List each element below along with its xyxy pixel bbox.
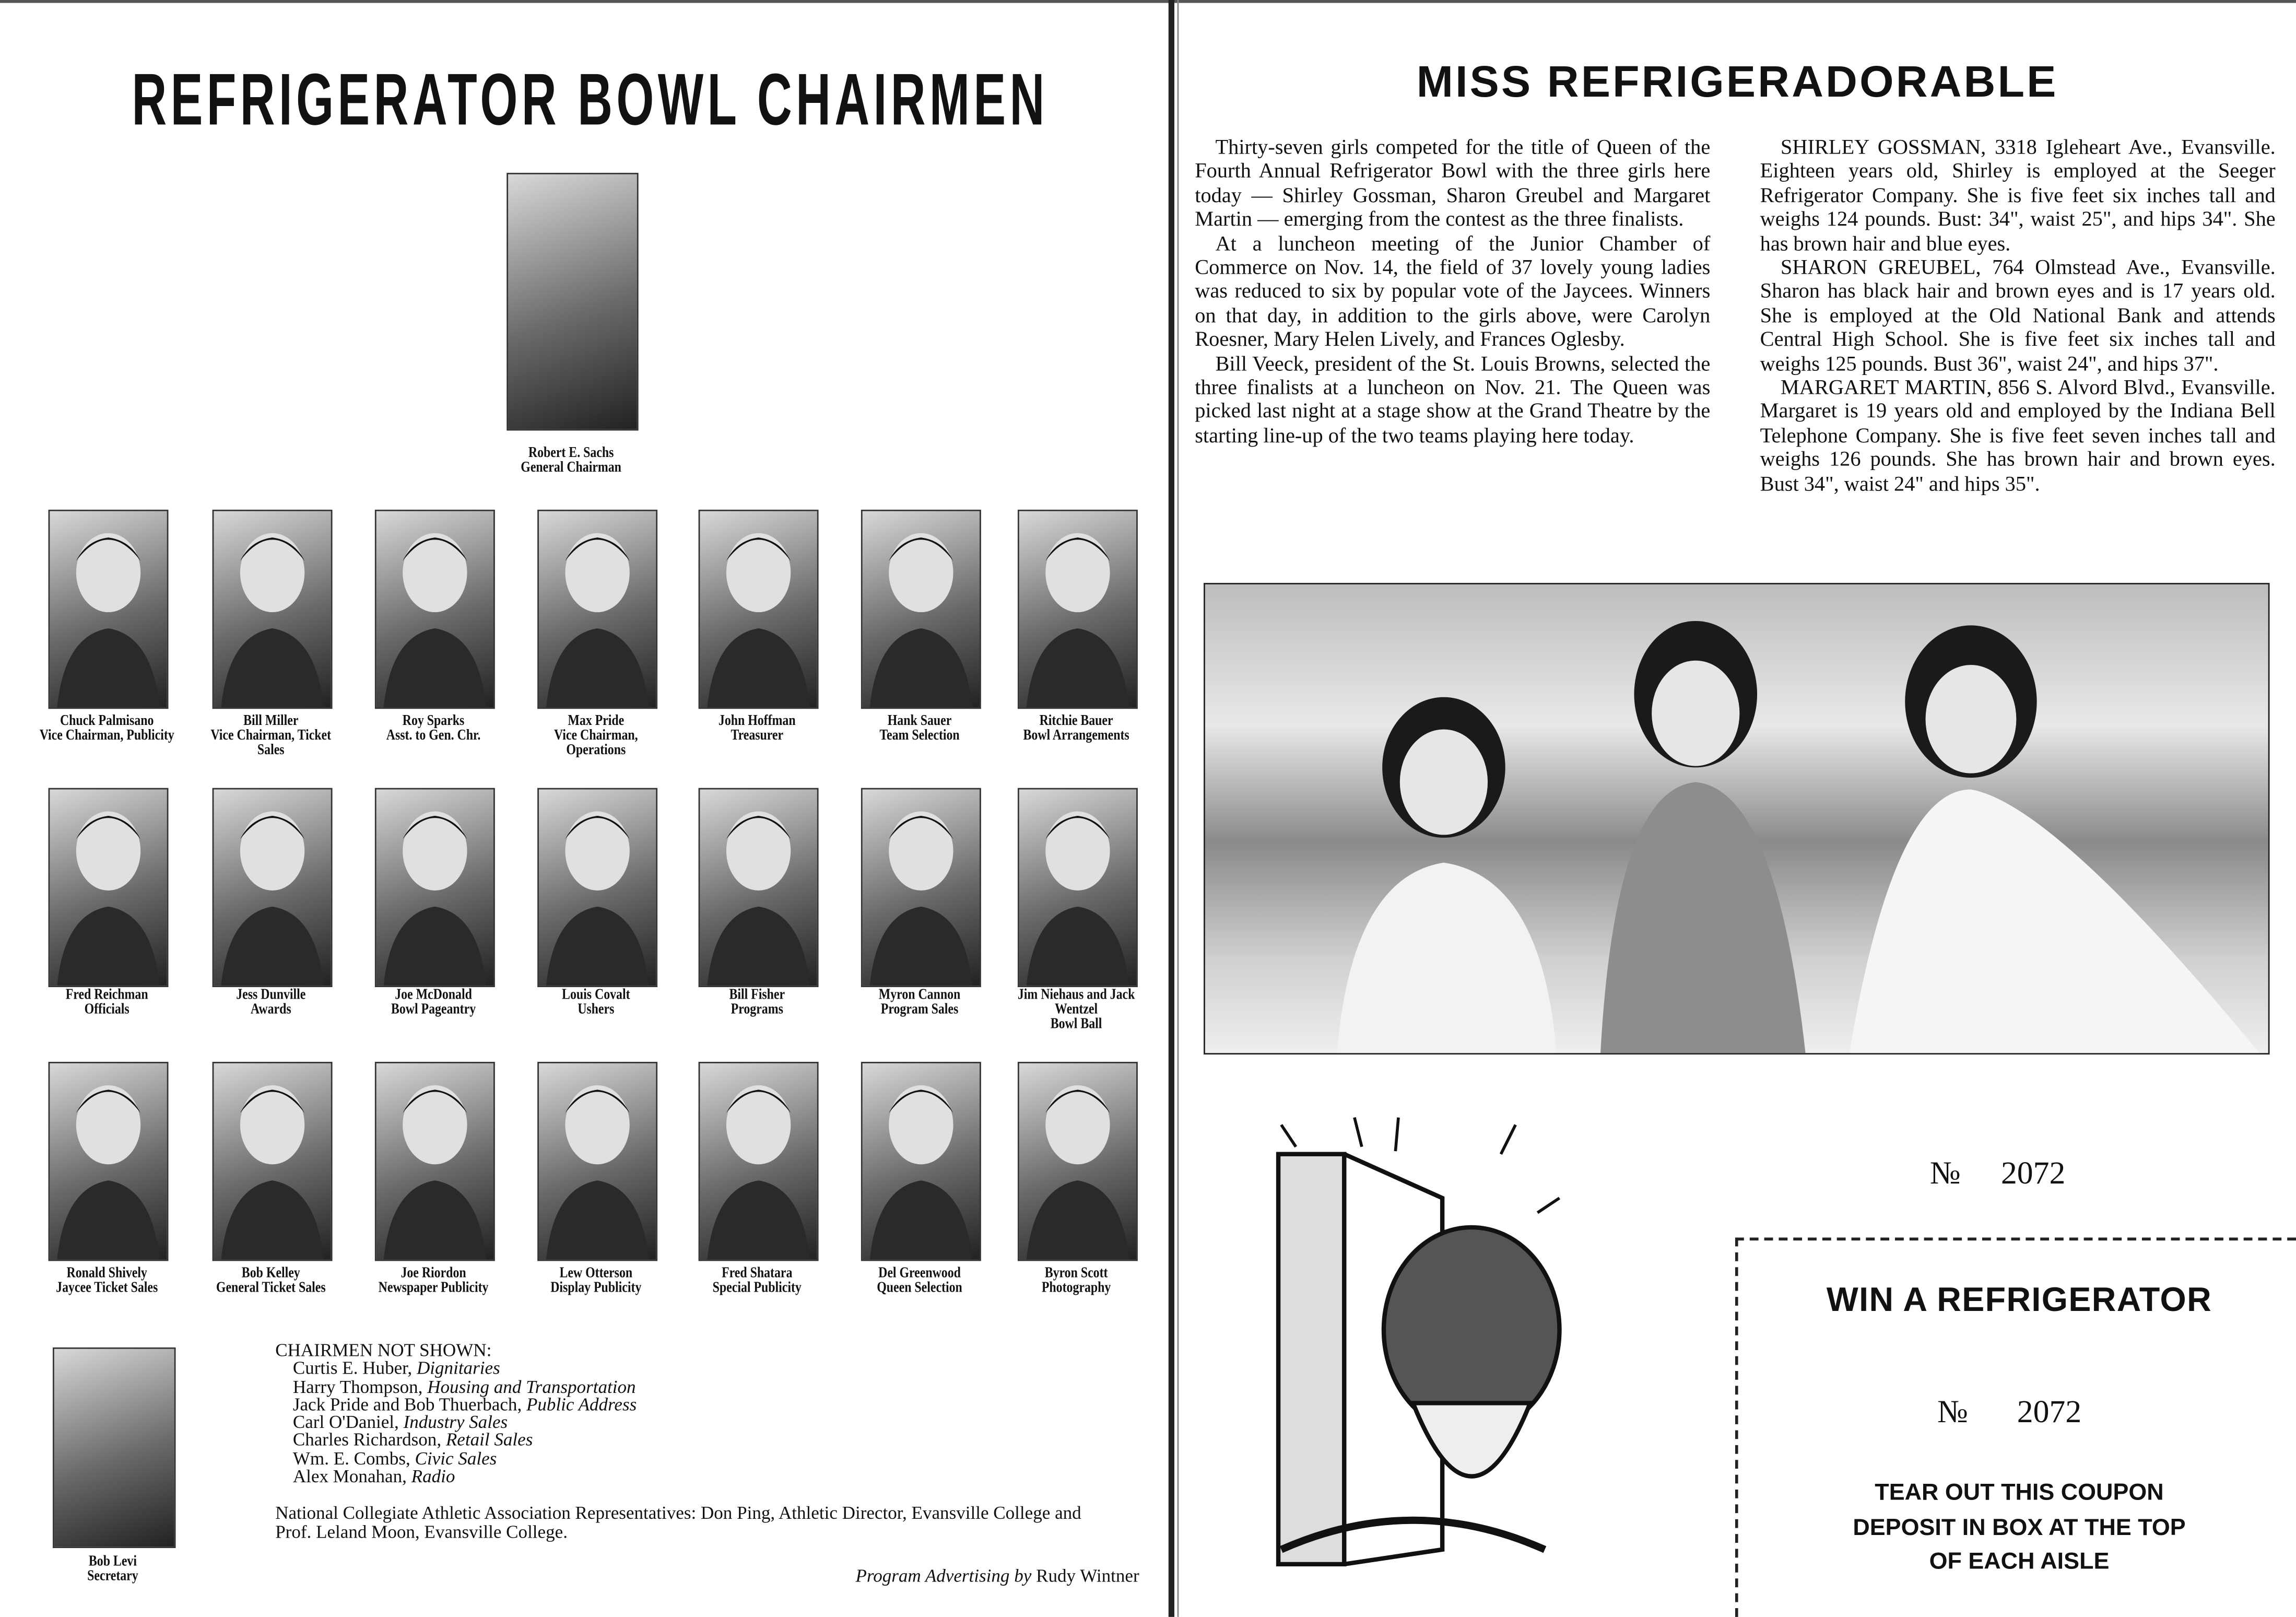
caption-role: Newspaper Publicity (378, 1280, 489, 1296)
chairman-photo (213, 788, 333, 987)
chairman-caption (689, 1267, 826, 1296)
caption-name: Myron Cannon (878, 987, 961, 1003)
secretary-caption (44, 1555, 181, 1585)
chairman-photo (49, 510, 169, 709)
coupon-number (1937, 1393, 2081, 1431)
chairman-caption (527, 714, 664, 758)
right-page-title: MISS REFRIGERADORABLE (1416, 58, 2058, 107)
paragraph: SHIRLEY GOSSMAN, 3318 Igleheart Ave., Evansville. Eighteen years old, Shirley is employed at the Seeger Refrigerator Company. She is five feet six inches tall and weighs 124 pounds. Bust: 34", waist 25", and hips 34". She has brown hair and blue eyes. (1760, 136, 2276, 256)
caption-name: Bob Levi (88, 1554, 137, 1571)
caption-role: Program Sales (880, 1002, 959, 1018)
ncaa-representatives: National Collegiate Athletic Association Representatives: Don Ping, Athletic Director, Evansville College and Prof. Leland Moon, Evansville College. (275, 1503, 1081, 1542)
general-chairman-caption (503, 447, 640, 476)
instruction-line: DEPOSIT IN BOX AT THE TOP (1853, 1515, 2186, 1540)
caption-role: Queen Selection (877, 1280, 962, 1296)
program-advertising-credit (761, 1566, 1139, 1588)
caption-name: Fred Reichman (65, 987, 148, 1003)
caption-name: Jim Niehaus and Jack Wentzel (1017, 987, 1135, 1018)
caption-role: Bowl Ball (1050, 1016, 1102, 1033)
number-symbol: № (1929, 1154, 1961, 1191)
chairman-photo (861, 510, 981, 709)
paragraph: At a luncheon meeting of the Junior Chamber of Commerce on Nov. 14, the field of 37 lovely young ladies was reduced to six by popular vote of the Jaycees. Winners on that day, in addition to the girls above, were Carolyn Roesner, Mary Helen Lively, and Frances Oglesby. (1195, 232, 1711, 352)
chairman-photo (699, 510, 819, 709)
finalists-illustration (1205, 584, 2268, 1053)
caption-role: Vice Chairman, Operations (554, 728, 638, 759)
caption-name: Hank Sauer (887, 713, 952, 730)
caption-name: Bill Miller (243, 713, 299, 730)
item-role: Radio (411, 1466, 455, 1487)
caption-role: Bowl Arrangements (1023, 728, 1129, 744)
chairman-caption (1008, 1267, 1145, 1296)
caption-name: Max Pride (568, 713, 625, 730)
not-shown-item (275, 1378, 637, 1396)
item-role: Public Address (526, 1394, 637, 1415)
paragraph: SHARON GREUBEL, 764 Olmstead Ave., Evansville. Sharon has black hair and brown eyes and is 17 years old. She is employed at the Old National Bank and attends Central High School. She is five feet six inches tall and weighs 125 pounds. Bust 36", waist 24", and hips 37". (1760, 256, 2276, 376)
serial-number (1930, 1154, 2065, 1192)
chairman-photo (1018, 788, 1138, 987)
caption-name: Lew Otterson (559, 1265, 633, 1282)
caption-role: Jaycee Ticket Sales (56, 1280, 158, 1296)
chairman-caption (365, 989, 502, 1018)
page-spine (1169, 0, 1174, 1617)
caption-role: Special Publicity (712, 1280, 802, 1296)
item-role: Retail Sales (445, 1430, 533, 1451)
not-shown-heading: CHAIRMEN NOT SHOWN: (275, 1340, 492, 1361)
item-name: Alex Monahan, (292, 1466, 407, 1487)
chairman-photo (537, 510, 657, 709)
advertising-label: Program Advertising by (855, 1565, 1032, 1586)
chairman-photo (375, 510, 495, 709)
item-role: Civic Sales (415, 1448, 497, 1469)
paragraph: Bill Veeck, president of the St. Louis Browns, selected the three finalists at a luncheon on Nov. 21. The Queen was picked last night at a stage show at the Grand Theatre by the starting line-up of the two teams playing here today. (1195, 352, 1711, 448)
coupon-tear-line-top (1735, 1238, 2296, 1241)
chairman-caption (1008, 714, 1145, 744)
caption-name: Bill Fisher (729, 987, 785, 1003)
caption-role: Vice Chairman, Ticket Sales (210, 728, 332, 759)
chairman-caption (39, 989, 175, 1018)
chairman-caption (39, 714, 175, 744)
caption-role: Asst. to Gen. Chr. (386, 728, 481, 744)
item-role: Dignitaries (416, 1358, 500, 1379)
chairman-caption (365, 1267, 502, 1296)
chairman-photo (1018, 1062, 1138, 1261)
caption-role: General Ticket Sales (216, 1280, 326, 1296)
caption-role: Programs (731, 1002, 783, 1018)
article-column-2 (1760, 136, 2276, 497)
chairman-caption (203, 989, 339, 1018)
caption-role: General Chairman (521, 460, 621, 476)
caption-name: Del Greenwood (878, 1265, 961, 1282)
caption-role: Bowl Pageantry (391, 1002, 476, 1018)
not-shown-item (275, 1360, 637, 1377)
caption-name: Joe McDonald (395, 987, 472, 1003)
chairman-caption (1008, 989, 1145, 1033)
caption-name: John Hoffman (718, 713, 796, 730)
coupon-instructions (1742, 1477, 2296, 1580)
item-name: Wm. E. Combs, (292, 1448, 410, 1469)
coupon-tear-line-left (1735, 1238, 1738, 1617)
secretary-photo (53, 1348, 176, 1548)
chairman-photo (1018, 510, 1138, 709)
item-name: Harry Thompson, (292, 1376, 423, 1397)
caption-name: Byron Scott (1044, 1265, 1108, 1282)
left-page-title: REFRIGERATOR BOWL CHAIRMEN (132, 58, 1049, 141)
not-shown-item (275, 1414, 637, 1432)
number-symbol: № (1937, 1392, 1968, 1429)
chairman-photo (375, 1062, 495, 1261)
chairman-caption (851, 714, 988, 744)
chairman-photo (699, 1062, 819, 1261)
chairman-caption (851, 989, 988, 1018)
caption-role: Treasurer (731, 728, 784, 744)
advertising-name: Rudy Wintner (1036, 1565, 1139, 1586)
not-shown-item (275, 1432, 637, 1449)
caption-name: Louis Covalt (562, 987, 630, 1003)
chairman-caption (203, 714, 339, 758)
caption-name: Robert E. Sachs (528, 445, 614, 462)
top-edge (0, 0, 2296, 3)
caption-name: Ronald Shively (66, 1265, 147, 1282)
caption-role: Secretary (87, 1568, 138, 1585)
chairman-caption (203, 1267, 339, 1296)
instruction-line: OF EACH AISLE (1929, 1549, 2110, 1575)
item-name: Charles Richardson, (292, 1430, 442, 1451)
caption-name: Roy Sparks (402, 713, 465, 730)
chairman-caption (689, 989, 826, 1018)
chairman-photo (537, 1062, 657, 1261)
refrigerator-mascot-illustration (1252, 1110, 1586, 1579)
chairman-photo (537, 788, 657, 987)
item-role: Housing and Transportation (427, 1376, 636, 1397)
caption-role: Vice Chairman, Publicity (39, 728, 174, 744)
chairman-photo (861, 1062, 981, 1261)
paragraph: MARGARET MARTIN, 856 S. Alvord Blvd., Evansville. Margaret is 19 years old and employed by the Indiana Bell Telephone Company. She is five feet seven inches tall and weighs 126 pounds. She has brown hair and brown eyes. Bust 34", waist 24" and hips 35". (1760, 376, 2276, 496)
caption-name: Chuck Palmisano (60, 713, 154, 730)
not-shown-item (275, 1468, 637, 1485)
chairman-photo (49, 788, 169, 987)
coupon-title: WIN A REFRIGERATOR (1826, 1280, 2212, 1318)
page-spine-edge (1178, 0, 1179, 1617)
caption-name: Bob Kelley (241, 1265, 300, 1282)
caption-name: Joe Riordon (401, 1265, 466, 1282)
item-name: Curtis E. Huber, (292, 1358, 413, 1379)
chairman-caption (689, 714, 826, 744)
caption-role: Photography (1041, 1280, 1111, 1296)
finalists-photo (1204, 583, 2269, 1054)
paragraph: Thirty-seven girls competed for the title of Queen of the Fourth Annual Refrigerator Bowl with the three girls here today — Shirley Gossman, Sharon Greubel and Margaret Martin — emerging from the contest as the three finalists. (1195, 136, 1711, 232)
caption-role: Awards (250, 1002, 291, 1018)
item-name: Carl O'Daniel, (292, 1412, 399, 1433)
chairman-caption (527, 989, 664, 1018)
chairmen-not-shown (275, 1342, 637, 1486)
not-shown-item (275, 1450, 637, 1468)
caption-name: Jess Dunville (236, 987, 306, 1003)
article-column-1 (1195, 136, 1710, 449)
instruction-line: TEAR OUT THIS COUPON (1875, 1481, 2164, 1506)
chairman-photo (861, 788, 981, 987)
chairman-photo (213, 1062, 333, 1261)
chairman-photo (375, 788, 495, 987)
caption-name: Fred Shatara (722, 1265, 793, 1282)
number-value: 2072 (2017, 1392, 2082, 1429)
caption-name: Ritchie Bauer (1039, 713, 1113, 730)
number-value: 2072 (2000, 1154, 2066, 1191)
chairman-photo (213, 510, 333, 709)
item-role: Industry Sales (403, 1412, 508, 1433)
chairman-caption (39, 1267, 175, 1296)
chairman-photo (49, 1062, 169, 1261)
chairman-caption (527, 1267, 664, 1296)
caption-role: Team Selection (879, 728, 960, 744)
chairman-caption (851, 1267, 988, 1296)
caption-role: Officials (84, 1002, 129, 1018)
chairman-photo (699, 788, 819, 987)
caption-role: Display Publicity (550, 1280, 642, 1296)
item-name: Jack Pride and Bob Thuerbach, (292, 1394, 522, 1415)
caption-role: Ushers (578, 1002, 615, 1018)
not-shown-item (275, 1396, 637, 1413)
general-chairman-photo (507, 173, 638, 431)
chairman-caption (365, 714, 502, 744)
